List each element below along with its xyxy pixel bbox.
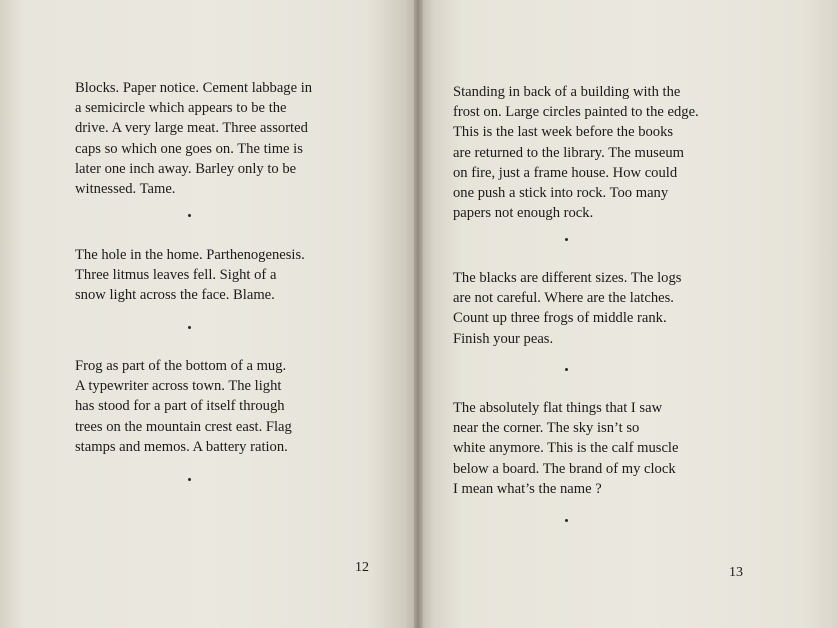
- prose-block-3: The absolutely flat things that I saw near the corner. The sky isn’t so white anymore. This is the calf muscle below a board. The brand of my clock I mean what’s the name ?: [453, 400, 679, 497]
- section-separator-dot: [188, 326, 191, 329]
- page-number: 13: [729, 565, 743, 580]
- prose-block-1: Standing in back of a building with the frost on. Large circles painted to the edge. This is the last week before the books are returned to the library. The museum on fire, just a frame house. How could one push a stick into rock. Too many papers not enough rock.: [453, 84, 699, 222]
- section-separator-dot: [565, 519, 568, 522]
- bleed-through-left: [70, 180, 74, 200]
- prose-block-2: The blacks are different sizes. The logs are not careful. Where are the latches. Count up three frogs of middle rank. Finish your peas.: [453, 270, 682, 347]
- page-number: 12: [355, 560, 369, 575]
- prose-block-1: Blocks. Paper notice. Cement labbage in a semicircle which appears to be the drive. A very large meat. Three assorted caps so which one goes on. The time is later one inch away. Barley only to be witnessed. Tame.: [75, 80, 313, 198]
- prose-block-2: The hole in the home. Parthenogenesis. Three litmus leaves fell. Sight of a snow light across the face. Blame.: [75, 247, 305, 304]
- prose-block-3: Frog as part of the bottom of a mug. A typewriter across town. The light has stood for a part of itself through trees on the mountain crest east. Flag stamps and memos. A battery ration.: [75, 358, 292, 455]
- section-separator-dot: [188, 214, 191, 217]
- section-separator-dot: [188, 478, 191, 481]
- left-page: [0, 0, 417, 628]
- book-gutter: [414, 0, 423, 628]
- right-page: [421, 0, 837, 628]
- section-separator-dot: [565, 238, 568, 241]
- section-separator-dot: [565, 368, 568, 371]
